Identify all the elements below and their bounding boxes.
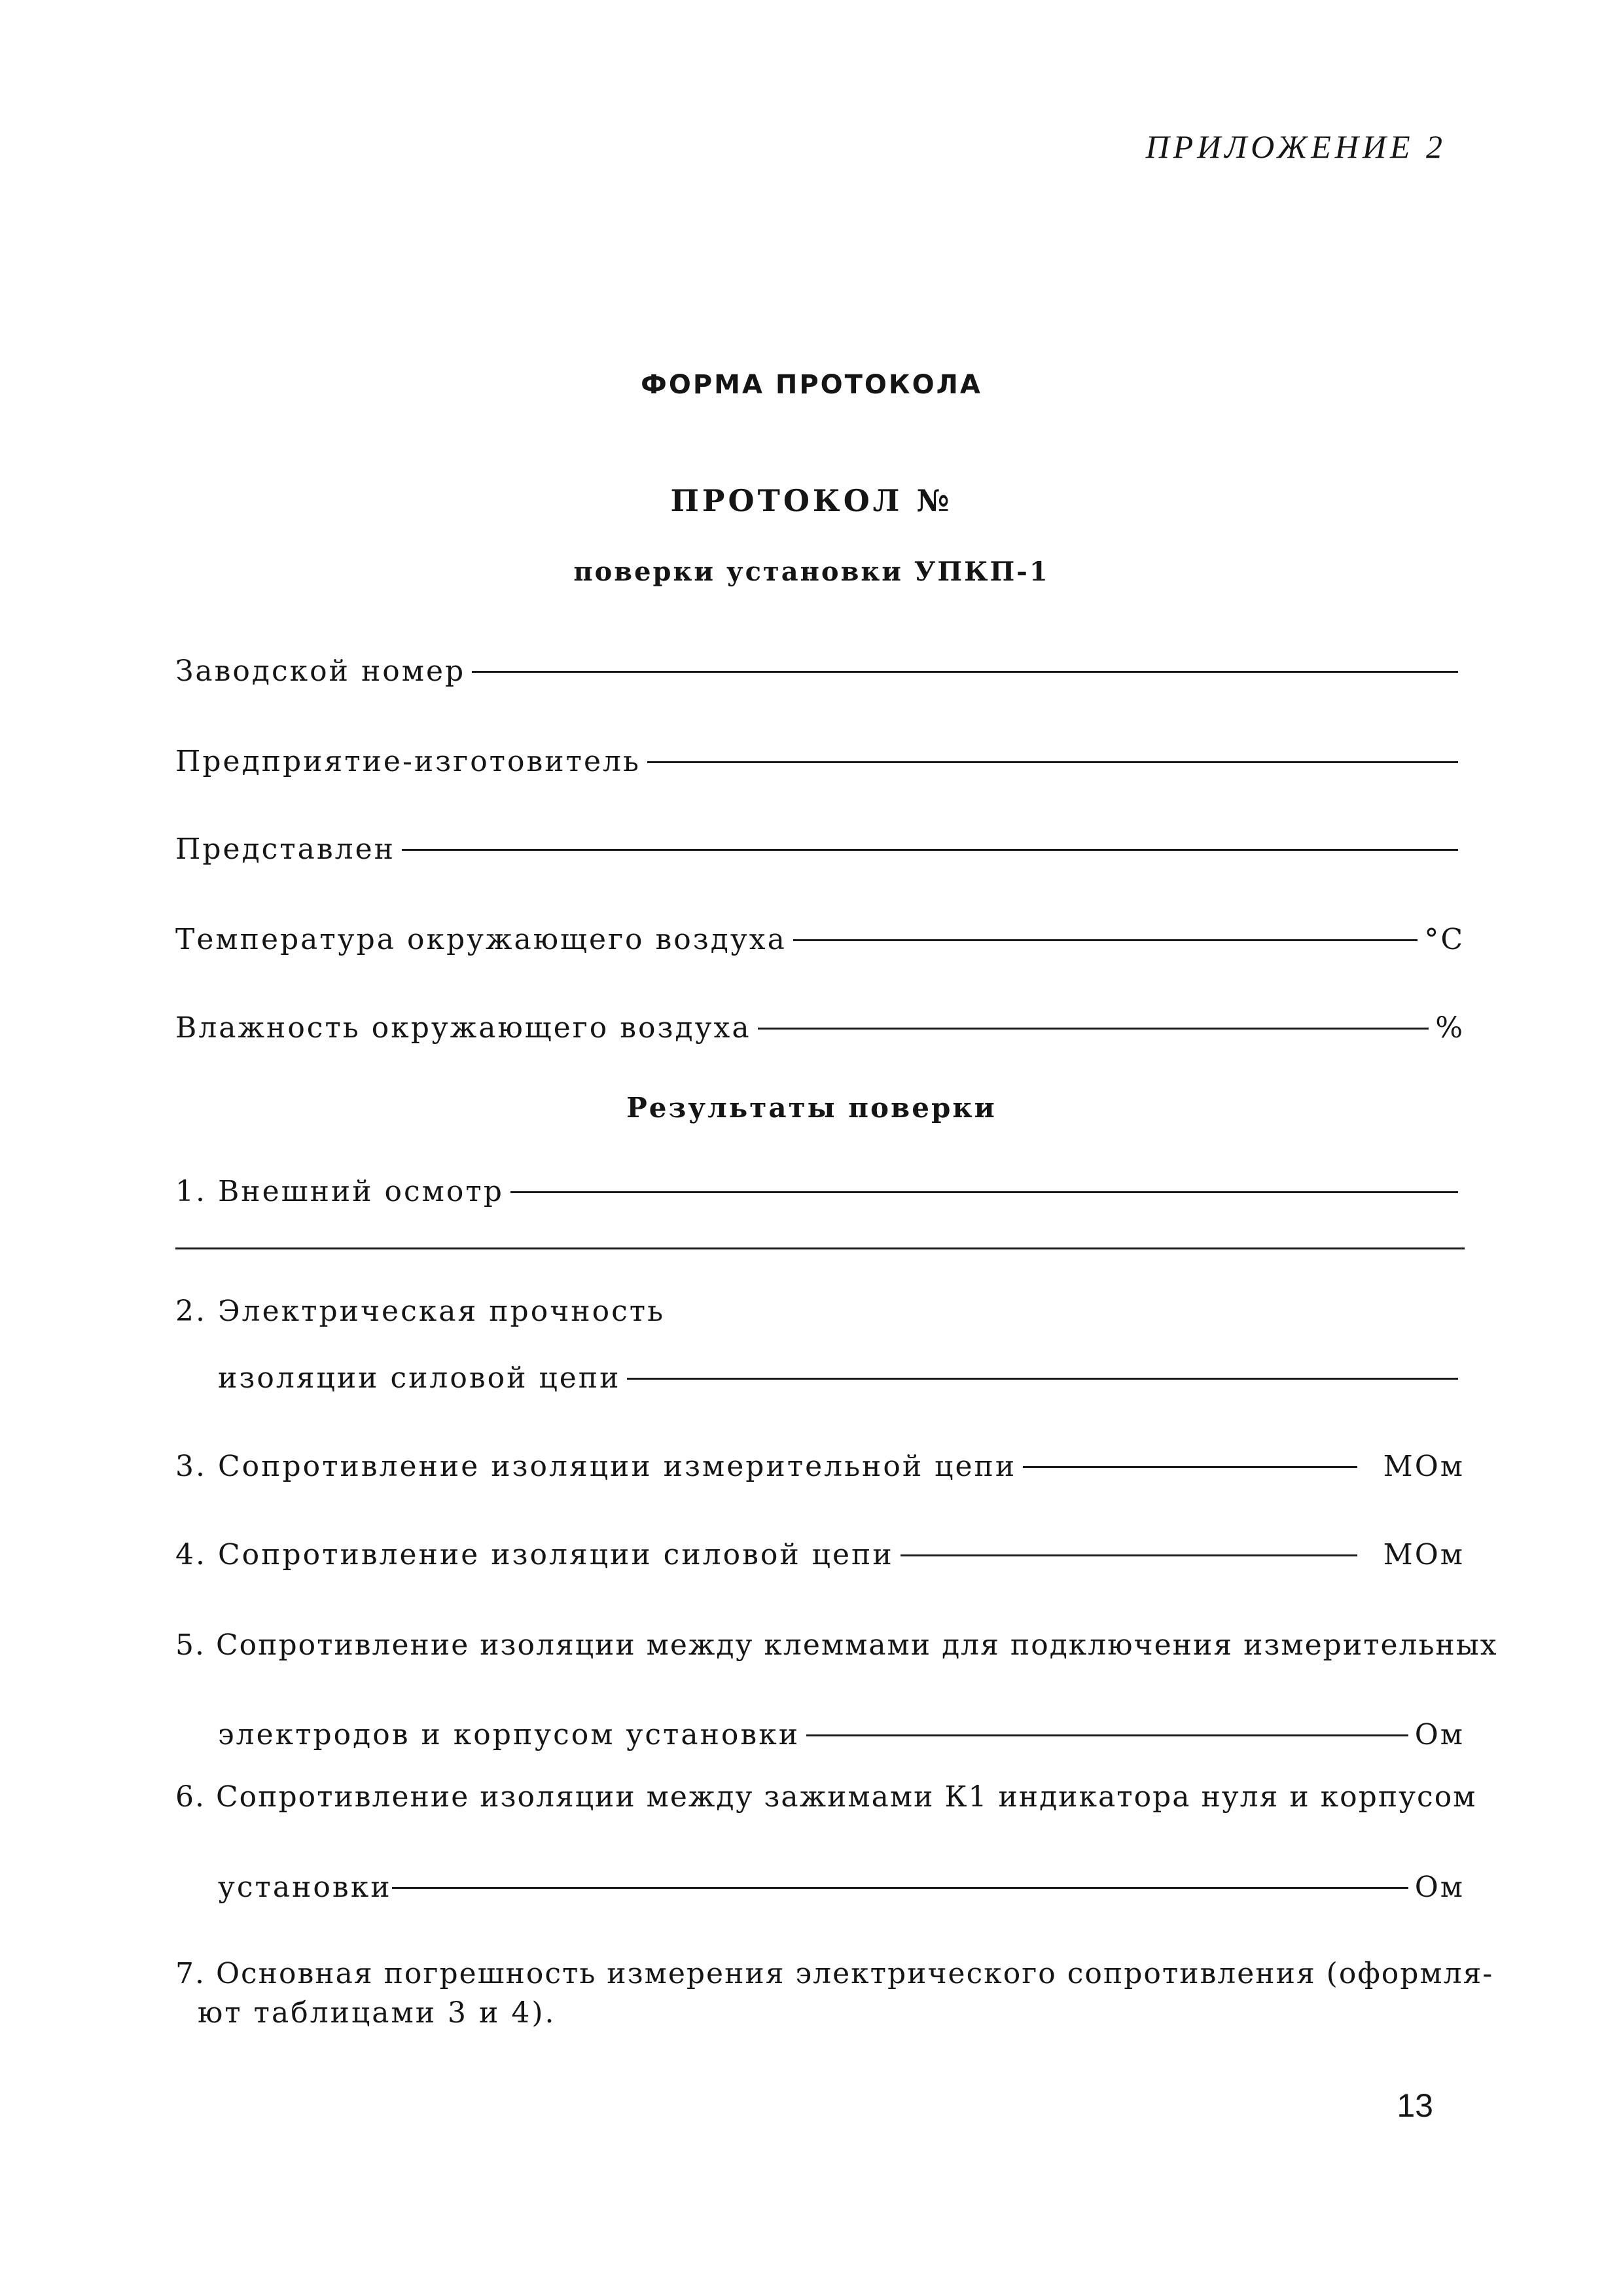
field-serial-number — [175, 655, 1465, 688]
field-label: Представлен — [175, 833, 395, 866]
fill-line — [647, 761, 1458, 763]
protocol-title: ПРОТОКОЛ № — [670, 483, 953, 518]
unit-label: МОм — [1383, 1538, 1465, 1571]
result-item-2-title: 2. Электрическая прочность — [175, 1295, 666, 1328]
fill-line — [793, 939, 1418, 941]
result-item-6-title: 6. Сопротивление изоляции между зажимами К1 индикатора нуля и корпусом — [175, 1780, 1477, 1814]
item-label: электродов и корпусом установки — [218, 1718, 800, 1751]
field-presented — [175, 833, 1465, 866]
fill-line-extra — [175, 1247, 1465, 1249]
fill-line — [1023, 1466, 1357, 1468]
appendix-label: ПРИЛОЖЕНИЕ 2 — [1145, 128, 1446, 165]
page-number: 13 — [1397, 2087, 1433, 2124]
result-item-6 — [218, 1871, 1465, 1904]
item-label: 4. Сопротивление изоляции силовой цепи — [175, 1538, 894, 1571]
result-item-5 — [218, 1718, 1465, 1751]
unit-label: °С — [1424, 923, 1465, 956]
fill-line — [627, 1378, 1458, 1380]
fill-line — [806, 1734, 1408, 1736]
results-title: Результаты поверки — [626, 1092, 997, 1124]
field-label: Предприятие-изготовитель — [175, 745, 641, 778]
result-item-4 — [175, 1538, 1465, 1571]
unit-label: МОм — [1383, 1450, 1465, 1483]
field-temperature — [175, 923, 1465, 956]
fill-line — [392, 1887, 1408, 1889]
item-label: установки — [218, 1871, 392, 1904]
field-manufacturer — [175, 745, 1465, 778]
fill-line — [510, 1191, 1458, 1193]
fill-line — [472, 671, 1458, 673]
protocol-subtitle: поверки установки УПКП-1 — [573, 556, 1050, 587]
item-label: 3. Сопротивление изоляции измерительной цепи — [175, 1450, 1017, 1483]
unit-label: % — [1435, 1011, 1465, 1045]
fill-line — [758, 1028, 1429, 1030]
result-item-1 — [175, 1175, 1465, 1208]
result-item-7-line2: ют таблицами 3 и 4). — [198, 1996, 556, 2030]
unit-label: Ом — [1414, 1871, 1465, 1904]
fill-line — [901, 1554, 1357, 1556]
form-title: ФОРМА ПРОТОКОЛА — [641, 370, 982, 400]
fill-line — [402, 849, 1458, 851]
item-label: 1. Внешний осмотр — [175, 1175, 504, 1208]
result-item-5-title: 5. Сопротивление изоляции между клеммами для подключения измерительных — [175, 1628, 1498, 1662]
item-label: изоляции силовой цепи — [218, 1361, 621, 1395]
unit-label: Ом — [1414, 1718, 1465, 1751]
field-label: Влажность окружающего воздуха — [175, 1011, 751, 1045]
result-item-7-line1: 7. Основная погрешность измерения электрического сопротивления (оформля- — [175, 1957, 1494, 1990]
field-label: Температура окружающего воздуха — [175, 923, 787, 956]
field-label: Заводской номер — [175, 655, 466, 688]
result-item-3 — [175, 1450, 1465, 1483]
field-humidity — [175, 1011, 1465, 1045]
result-item-2 — [218, 1361, 1465, 1395]
